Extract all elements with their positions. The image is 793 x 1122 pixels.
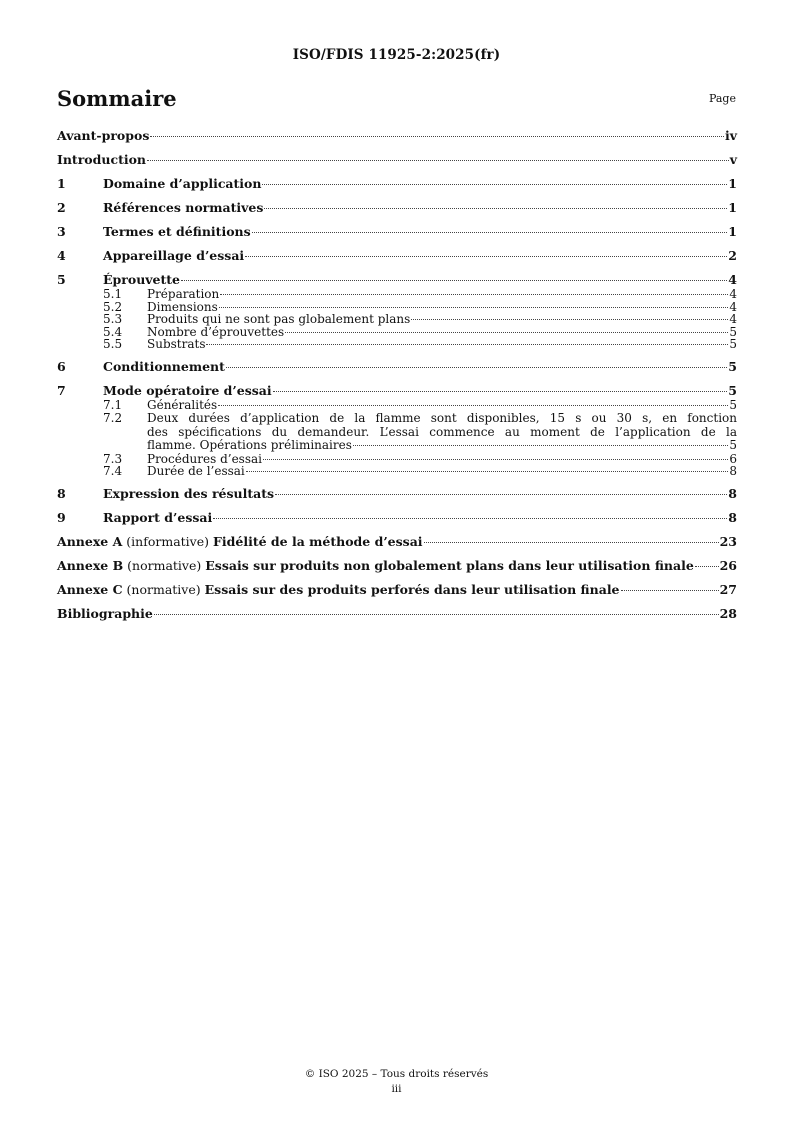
toc-entry-bibliographie[interactable]: Bibliographie 28 (57, 605, 737, 621)
toc-entry-section-6[interactable]: 6 Conditionnement 5 (57, 358, 737, 374)
dot-leader (226, 367, 727, 368)
dot-leader (150, 136, 724, 137)
toc-entry-section-2[interactable]: 2 Références normatives 1 (57, 200, 737, 215)
dot-leader (206, 344, 728, 345)
page-title: Sommaire (57, 86, 177, 111)
toc-entry-introduction[interactable]: Introduction v (57, 152, 737, 167)
dot-leader (219, 307, 729, 308)
dot-leader (273, 391, 728, 392)
dot-leader (275, 494, 727, 495)
toc-entry-section-4[interactable]: 4 Appareillage d’essai 2 (57, 248, 737, 263)
toc-entry-section-8[interactable]: 8 Expression des résultats 8 (57, 485, 737, 501)
dot-leader (245, 256, 727, 257)
toc-entry-section-1[interactable]: 1 Domaine d’application 1 (57, 176, 737, 191)
dot-leader (147, 160, 729, 161)
page-column-label: Page (708, 92, 736, 105)
dot-leader (353, 445, 728, 446)
dot-leader (262, 184, 727, 185)
toc-entry-section-9[interactable]: 9 Rapport d’essai 8 (57, 509, 737, 525)
dot-leader (213, 518, 727, 519)
toc-entry-avant-propos[interactable]: Avant-propos iv (57, 128, 737, 143)
dot-leader (252, 232, 728, 233)
dot-leader (621, 590, 719, 591)
toc-entry-section-3[interactable]: 3 Termes et définitions 1 (57, 224, 737, 239)
toc-entry-annex-a[interactable]: Annexe A (informative) Fidélité de la méthode d’essai 23 (57, 533, 737, 549)
toc-entry-section-7-1[interactable]: 7.1 Généralités 5 (103, 397, 737, 412)
toc-entry-annex-b[interactable]: Annexe B (normative) Essais sur produits non globalement plans dans leur utilisation finale 26 (57, 557, 737, 573)
toc-entry-section-5[interactable]: 5 Éprouvette 4 (57, 272, 737, 287)
dot-leader (218, 405, 728, 406)
toc-entry-section-5-5[interactable]: 5.5 Substrats 5 (103, 337, 737, 351)
toc-entry-section-5-2[interactable]: 5.2 Dimensions 4 (103, 299, 737, 314)
toc-entry-section-7[interactable]: 7 Mode opératoire d’essai 5 (57, 382, 737, 398)
document-header: ISO/FDIS 11925-2:2025(fr) (292, 47, 501, 63)
page-footer (0, 1067, 793, 1097)
toc-entry-section-7-4[interactable]: 7.4 Durée de l’essai 8 (103, 464, 737, 478)
dot-leader (424, 542, 719, 543)
toc-entry-section-5-1[interactable]: 5.1 Préparation 4 (103, 287, 737, 301)
toc-entry-section-5-4[interactable]: 5.4 Nombre d’éprouvettes 5 (103, 324, 737, 339)
dot-leader (246, 471, 729, 472)
dot-leader (181, 280, 727, 281)
dot-leader (285, 332, 728, 333)
dot-leader (695, 566, 719, 567)
table-of-contents (57, 128, 737, 622)
copyright-notice: © ISO 2025 – Tous droits réservés (304, 1068, 489, 1080)
dot-leader (264, 208, 727, 209)
toc-entry-section-7-2[interactable]: 7.2 Deux durées d’application de la flamme sont disponibles, 15 s ou 30 s, en fonction des spécifications du demandeur. L’essai commence au moment de l’application de la flamme. Opérations préliminaires 5 (103, 411, 737, 452)
toc-entry-section-5-3[interactable]: 5.3 Produits qui ne sont pas globalement plans 4 (103, 312, 737, 326)
toc-entry-section-7-3[interactable]: 7.3 Procédures d’essai 6 (103, 451, 737, 466)
dot-leader (154, 614, 719, 615)
dot-leader (263, 459, 728, 460)
dot-leader (220, 294, 728, 295)
dot-leader (411, 319, 728, 320)
page-number: iii (391, 1083, 402, 1095)
toc-entry-annex-c[interactable]: Annexe C (normative) Essais sur des produits perforés dans leur utilisation finale 27 (57, 581, 737, 597)
